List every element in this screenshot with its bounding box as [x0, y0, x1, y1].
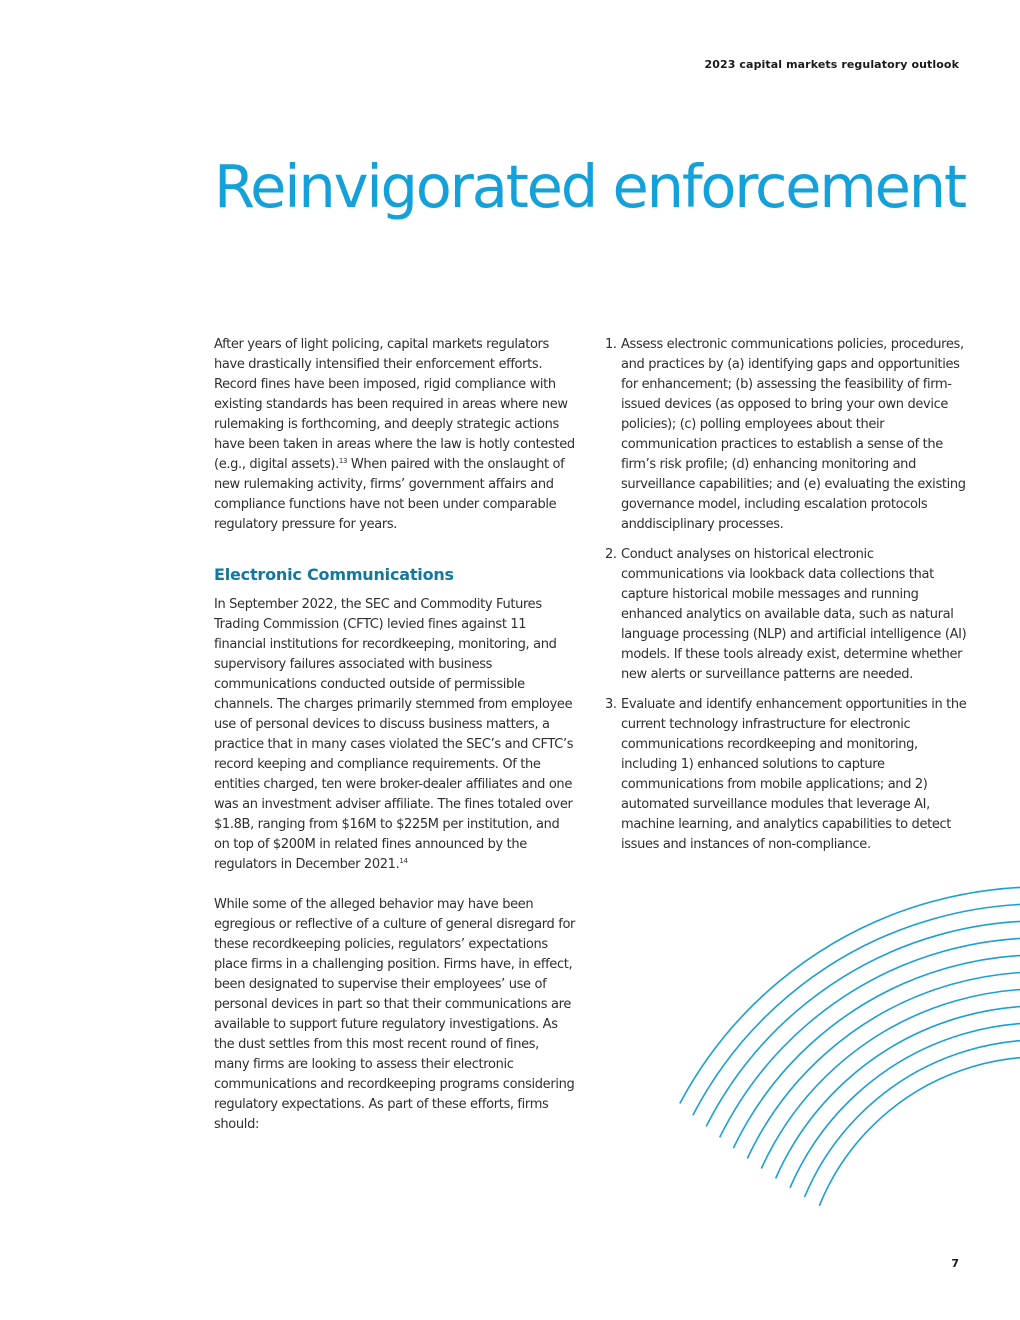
- list-item-number: 2.: [605, 547, 617, 562]
- list-item-text: Evaluate and identify enhancement opportunities in the current technology infrastructure for electronic communications recordkeeping and monitoring, including 1) enhanced solutions to capture communications from mobile applications; and 2) automated surveillance modules that leverage AI, machine learning, and analytics capabilities to detect issues and instances of non-compliance.: [621, 697, 967, 852]
- running-header: 2023 capital markets regulatory outlook: [704, 58, 959, 71]
- section-heading: Electronic Communications: [214, 565, 454, 584]
- list-item-number: 1.: [605, 337, 617, 352]
- recommendations-list: [605, 335, 967, 855]
- intro-text-continued: When paired with the onslaught of new rulemaking activity, firms’ government affairs and compliance functions have not been under comparable regulatory pressure for years.: [214, 457, 565, 532]
- list-item: [605, 335, 967, 535]
- footnote-marker: 13: [338, 457, 348, 465]
- decorative-arc: [706, 921, 1020, 1126]
- list-item: [605, 695, 967, 855]
- decorative-arc: [819, 1057, 1020, 1206]
- page-title: Reinvigorated enforcement: [214, 152, 965, 221]
- list-item-text: Conduct analyses on historical electronic communications via lookback data collections that capture historical mobile messages and running enhanced analytics on available data, such as natural language processing (NLP) and artificial intelligence (AI) models. If these tools already exist, determine whether new alerts or surveillance patterns are needed.: [621, 547, 967, 682]
- decorative-arc: [776, 1006, 1020, 1178]
- decorative-arc: [790, 1023, 1020, 1188]
- list-item: [605, 545, 967, 685]
- decorative-arcs-graphic: [620, 845, 1020, 1255]
- decorative-arc: [720, 938, 1020, 1137]
- body-paragraph-fines: [214, 595, 576, 875]
- list-item-text: Assess electronic communications policies, procedures, and practices by (a) identifying gaps and opportunities for enhancement; (b) assessing the feasibility of firm-issued devices (as opposed to bring your own device policies); (c) polling employees about their communication practices to establish a sense of the firm’s risk profile; (d) enhancing monitoring and surveillance capabilities; and (e) evaluating the existing governance model, including escalation protocols anddisciplinary processes.: [621, 337, 966, 532]
- list-item-number: 3.: [605, 697, 617, 712]
- decorative-arc: [680, 887, 1020, 1103]
- right-column: [605, 335, 967, 855]
- body-paragraph-expectations: While some of the alleged behavior may have been egregious or reflective of a culture of general disregard for these recordkeeping policies, regulators’ expectations place firms in a challenging position. Firms have, in effect, been designated to supervise their employees’ use of personal devices in part so that their communications are available to support future regulatory investigations. As the dust settles from this most recent round of fines, many firms are looking to assess their electronic communications and recordkeeping programs considering regulatory expectations. As part of these efforts, firms should:: [214, 897, 576, 1132]
- body-paragraph-fines-text: In September 2022, the SEC and Commodity Futures Trading Commission (CFTC) levied fines against 11 financial institutions for recordkeeping, monitoring, and supervisory failures associated with business communications conducted outside of permissible channels. The charges primarily stemmed from employee use of personal devices to discuss business matters, a practice that in many cases violated the SEC’s and CFTC’s record keeping and compliance requirements. Of the entities charged, ten were broker-dealer affiliates and one was an investment adviser affiliate. The fines totaled over $1.8B, ranging from $16M to $225M per institution, and on top of $200M in related fines announced by the regulators in December 2021.: [214, 597, 574, 872]
- left-column: [214, 335, 576, 1135]
- footnote-marker: 14: [399, 857, 408, 865]
- page-number: 7: [951, 1257, 959, 1270]
- intro-paragraph: [214, 335, 576, 535]
- intro-text: After years of light policing, capital markets regulators have drastically intensified their enforcement efforts. Record fines have been imposed, rigid compliance with existing standards has been required in areas where new rulemaking is forthcoming, and deeply strategic actions have been taken in areas where the law is hotly contested (e.g., digital assets).: [214, 337, 575, 472]
- arc-group: [680, 887, 1020, 1206]
